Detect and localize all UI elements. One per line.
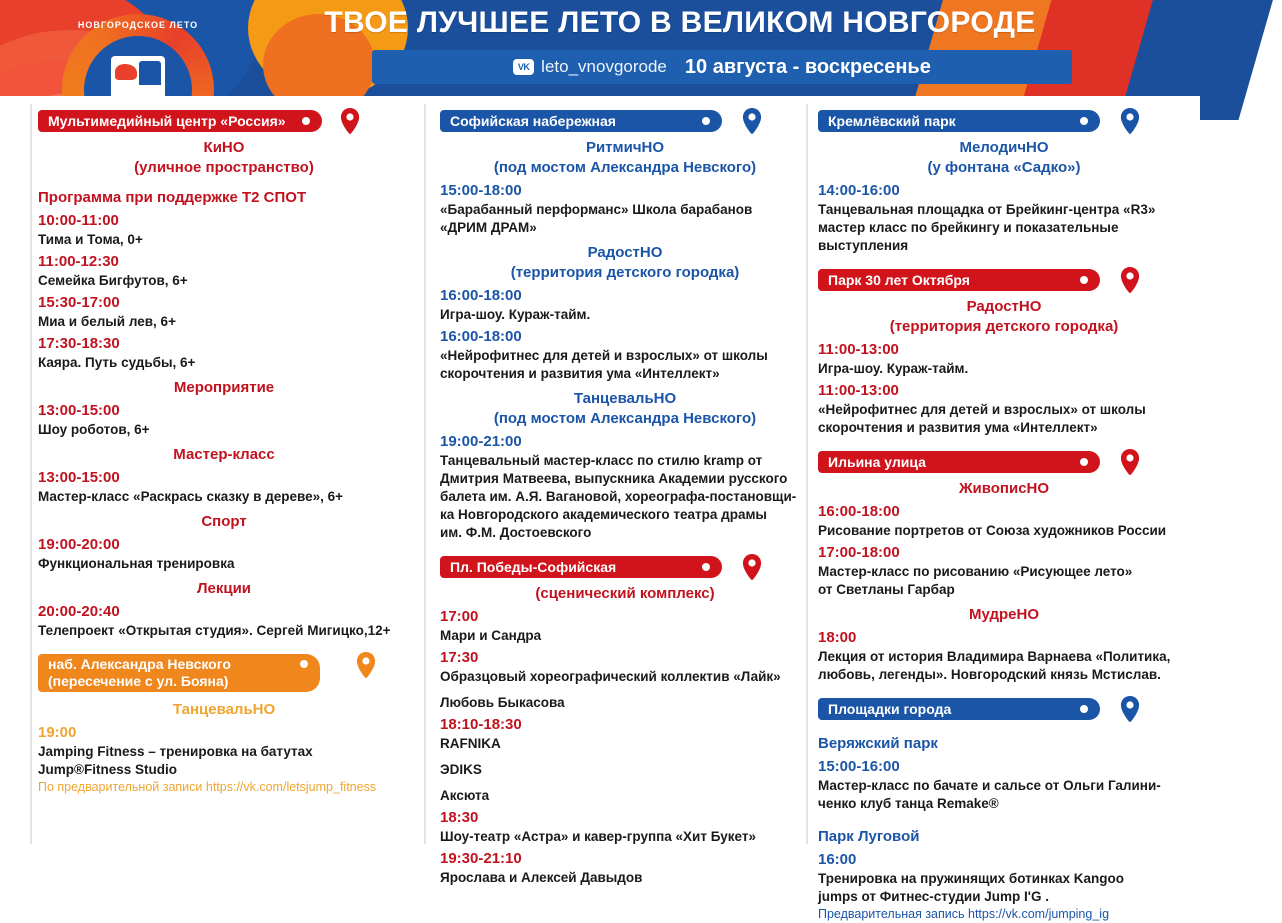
poster-title: ТВОЕ ЛУЧШЕЕ ЛЕТО В ВЕЛИКОМ НОВГОРОДЕ: [324, 6, 1036, 39]
schedule-desc: Jamping Fitness – тренировка на батутах: [38, 744, 313, 759]
schedule-desc: Рисование портретов от Союза художников России: [818, 523, 1167, 538]
schedule-desc: Семейка Бигфутов, 6+: [38, 273, 188, 288]
schedule-desc: Мастер-класс по рисованию «Рисующее лето»: [818, 564, 1133, 579]
venue-dot-marker: [1080, 117, 1088, 125]
schedule-time: 16:00-18:00: [440, 328, 522, 345]
venue-name-label: Кремлёвский парк: [828, 113, 956, 129]
schedule-desc: ка Новгородского академического театра драмы: [440, 507, 767, 522]
schedule-desc: Танцевальный мастер-класс по стилю kramp от: [440, 453, 763, 468]
venue-dot-marker: [1080, 705, 1088, 713]
venue-name-bar: [818, 269, 1100, 291]
tower-icon: [139, 61, 161, 85]
schedule-time: 10:00-11:00: [38, 212, 119, 229]
map-pin-icon: [742, 554, 762, 581]
schedule-time: 11:00-13:00: [818, 382, 899, 399]
schedule-desc: Телепроект «Открытая студия». Сергей Мигицко,12+: [38, 623, 391, 638]
schedule-desc: Лекция от история Владимира Варнаева «Политика,: [818, 649, 1171, 664]
map-pin-icon: [356, 652, 376, 679]
schedule-desc: ченко клуб танца Remake®: [818, 796, 999, 811]
schedule-desc: Игра-шоу. Кураж-тайм.: [818, 361, 969, 376]
venue-name-bar: [818, 698, 1100, 720]
schedule-time: 19:00-20:00: [38, 536, 120, 553]
schedule-desc: Мастер-класс по бачате и сальсе от Ольги Галини-: [818, 778, 1161, 793]
schedule-sub-venue: Парк Луговой: [818, 828, 920, 845]
schedule-sect-sub: (территория детского городка): [510, 264, 740, 281]
schedule-desc: Ярослава и Алексей Давыдов: [440, 870, 643, 885]
schedule-sheet: [0, 96, 1200, 921]
schedule-time: 16:00-18:00: [440, 287, 522, 304]
schedule-desc: Тима и Тома, 0+: [38, 232, 143, 247]
schedule-desc: «Барабанный перформанс» Школа барабанов: [440, 202, 753, 217]
schedule-desc: скорочтения и развития ума «Интеллект»: [818, 420, 1098, 435]
schedule-sect-sub: (уличное пространство): [134, 159, 314, 176]
venue-name-label: Пл. Победы-Софийская: [450, 559, 617, 575]
schedule-time: 16:00-18:00: [818, 503, 900, 520]
venue-banner: [818, 451, 1190, 473]
schedule-desc: Образцовый хореографический коллектив «Лайк»: [440, 669, 781, 684]
schedule-desc: скорочтения и развития ума «Интеллект»: [440, 366, 720, 381]
bird-icon: [115, 64, 137, 80]
schedule-time: 20:00-20:40: [38, 603, 120, 620]
schedule-desc: Миа и белый лев, 6+: [38, 314, 176, 329]
schedule-desc: мастер класс по брейкингу и показательные: [818, 220, 1119, 235]
schedule-time: 19:30-21:10: [440, 850, 522, 867]
schedule-desc: Танцевальная площадка от Брейкинг-центра «R3»: [818, 202, 1156, 217]
schedule-note-blue[interactable]: Предварительная запись https://vk.com/jumping_ig: [818, 907, 1110, 921]
schedule-time: 18:10-18:30: [440, 716, 522, 733]
vk-handle-chip[interactable]: [513, 57, 667, 77]
venue-dot-marker: [702, 117, 710, 125]
schedule-time: 16:00: [818, 851, 857, 868]
schedule-sect-title: ТанцевальНО: [573, 390, 677, 407]
event-date: 10 августа - воскресенье: [684, 55, 931, 78]
schedule-sect-title: Спорт: [201, 513, 247, 530]
schedule-desc-sp: Аксюта: [440, 788, 490, 803]
schedule-time: 17:00-18:00: [818, 544, 900, 561]
schedule-time: 15:00-18:00: [440, 182, 522, 199]
venue-banner: [818, 269, 1190, 291]
venue-name-bar: [440, 556, 722, 578]
schedule-sect-title: МудреНО: [969, 606, 1039, 623]
schedule-desc: «Нейрофитнес для детей и взрослых» от школы: [818, 402, 1146, 417]
schedule-note[interactable]: По предварительной записи https://vk.com/letsjump_fitness: [38, 780, 377, 794]
schedule-desc: Тренировка на пружинящих ботинках Kangoo: [818, 871, 1124, 886]
schedule-sect-title: Лекции: [196, 580, 252, 597]
schedule-time: 15:00-16:00: [818, 758, 900, 775]
venue-name-label: Парк 30 лет Октября: [828, 272, 970, 288]
schedule-desc-sp: Любовь Быкасова: [440, 695, 565, 710]
schedule-sect-title: ТанцевальНО: [172, 701, 276, 718]
schedule-sect-title: Мастер-класс: [173, 446, 275, 463]
column-divider-1: [30, 104, 32, 844]
schedule-desc: jumps от Фитнес-студии Jump I'G .: [818, 889, 1049, 904]
venue-name-bar: [818, 110, 1100, 132]
venue-name-bar: [818, 451, 1100, 473]
schedule-desc: Шоу роботов, 6+: [38, 422, 150, 437]
schedule-time: 19:00-21:00: [440, 433, 522, 450]
schedule-desc: Мари и Сандра: [440, 628, 542, 643]
venue-banner: [818, 698, 1190, 720]
schedule-desc-sp: ЭDIKS: [440, 762, 482, 777]
schedule-time: 18:00: [818, 629, 857, 646]
schedule-desc: Игра-шоу. Кураж-тайм.: [440, 307, 591, 322]
schedule-desc: «Нейрофитнес для детей и взрослых» от школы: [440, 348, 768, 363]
schedule-time: 11:00-12:30: [38, 253, 119, 270]
venue-name-bar: [38, 654, 320, 692]
schedule-sect-sub: (у фонтана «Садко»): [927, 159, 1081, 176]
schedule-desc: Дмитрия Матвеева, выпускника Академии русского: [440, 471, 788, 486]
map-pin-icon: [1120, 267, 1140, 294]
schedule-desc: «ДРИМ ДРАМ»: [440, 220, 537, 235]
schedule-sub-venue: Веряжский парк: [818, 735, 938, 752]
map-pin-icon: [1120, 108, 1140, 135]
schedule-sect-title: КиНО: [203, 139, 245, 156]
schedule-sect-title: РадостНО: [966, 298, 1042, 315]
schedule-sect-title: РадостНО: [587, 244, 663, 261]
schedule-time: 17:30: [440, 649, 479, 666]
schedule-sect-sub: (под мостом Александра Невского): [493, 410, 757, 427]
venue-dot-marker: [1080, 276, 1088, 284]
schedule-time: 13:00-15:00: [38, 469, 120, 486]
venue-name-label: Софийская набережная: [450, 113, 616, 129]
venue-banner: [818, 110, 1190, 132]
schedule-sect-sub: (под мостом Александра Невского): [493, 159, 757, 176]
map-pin-icon: [1120, 449, 1140, 476]
schedule-sect-title: ЖивописНО: [958, 480, 1050, 497]
schedule-desc: Jump®Fitness Studio: [38, 762, 177, 777]
venue-banner: [38, 654, 410, 694]
schedule-desc: Мастер-класс «Раскрась сказку в дереве», 6+: [38, 489, 344, 504]
schedule-desc: RAFNIKA: [440, 736, 501, 751]
schedule-time: 14:00-16:00: [818, 182, 900, 199]
venue-banner: [440, 110, 810, 132]
schedule-desc: Каяра. Путь судьбы, 6+: [38, 355, 196, 370]
schedule-time: 17:00: [440, 608, 479, 625]
schedule-time: 17:30-18:30: [38, 335, 120, 352]
venue-name-bar: [38, 110, 322, 132]
header-subbar: [372, 50, 1072, 84]
venue-dot-marker: [302, 117, 310, 125]
venue-name-label: Мультимедийный центр «Россия»: [48, 113, 286, 129]
schedule-desc: им. Ф.М. Достоевского: [440, 525, 592, 540]
schedule-time: 18:30: [440, 809, 479, 826]
schedule-prog-head: Программа при поддержке Т2 СПОТ: [38, 189, 307, 206]
map-pin-icon: [742, 108, 762, 135]
venue-banner: [38, 110, 410, 132]
schedule-sect-title: МелодичНО: [959, 139, 1049, 156]
schedule-column-3: [818, 96, 1190, 923]
vk-icon: VK: [513, 59, 534, 75]
map-pin-icon: [1120, 696, 1140, 723]
venue-name-label: Ильина улица: [828, 454, 926, 470]
schedule-column-2: [440, 96, 810, 887]
schedule-sect-sub: (территория детского городка): [889, 318, 1119, 335]
schedule-time: 19:00: [38, 724, 77, 741]
venue-dot-marker: [1080, 458, 1088, 466]
schedule-desc: Функциональная тренировка: [38, 556, 235, 571]
schedule-sect-title: Мероприятие: [173, 379, 275, 396]
venue-dot-marker: [300, 660, 308, 668]
venue-name-label: Площадки города: [828, 701, 952, 717]
venue-banner: [440, 556, 810, 578]
map-pin-icon: [340, 108, 360, 135]
schedule-sect-title: (сценический комплекс): [535, 585, 715, 602]
schedule-desc: любовь, легенды». Новгородский князь Мстислав.: [818, 667, 1161, 682]
schedule-desc: от Светланы Гарбар: [818, 582, 955, 597]
schedule-time: 11:00-13:00: [818, 341, 899, 358]
venue-name-label: наб. Александра Невского (пересечение с ул. Бояна): [48, 656, 231, 689]
schedule-desc: балета им. А.Я. Вагановой, хореографа-постановщи-: [440, 489, 797, 504]
schedule-desc: Шоу-театр «Астра» и кавер-группа «Хит Букет»: [440, 829, 756, 844]
venue-name-bar: [440, 110, 722, 132]
schedule-desc: выступления: [818, 238, 909, 253]
vk-handle-label: leto_vnovgorode: [541, 57, 667, 76]
schedule-sect-title: РитмичНО: [585, 139, 665, 156]
schedule-time: 13:00-15:00: [38, 402, 120, 419]
column-divider-2: [424, 104, 426, 844]
schedule-column-1: [38, 96, 410, 796]
schedule-time: 15:30-17:00: [38, 294, 120, 311]
logo-top-text: НОВГОРОДСКОЕ ЛЕТО: [77, 20, 199, 30]
venue-dot-marker: [702, 563, 710, 571]
